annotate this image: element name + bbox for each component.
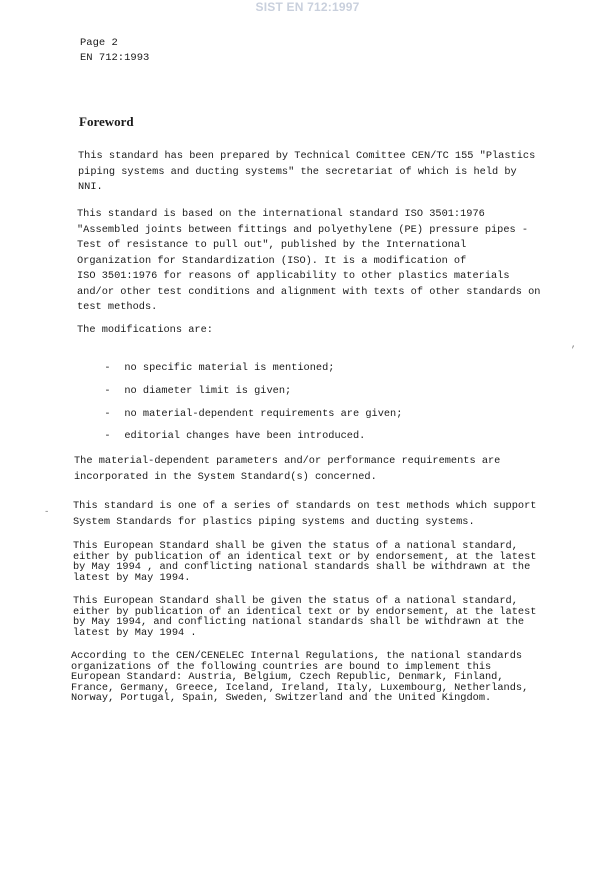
paragraph-1: This standard has been prepared by Technical Comittee CEN/TC 155 "Plastics piping systems and ducting systems" the secretariat of which is held by NNI. — [78, 150, 536, 193]
paragraph-7: This European Standard shall be given the status of a national standard, either by publication of an identical text or by endorsement, at the latest by May 1994, and conflicting national standards shall be withdrawn at the latest by May 1994 . — [73, 595, 537, 639]
list-item-text: editorial changes have been introduced. — [124, 430, 366, 442]
page-number: Page 2 — [80, 37, 118, 49]
bullet-dash: - — [104, 408, 111, 420]
scan-artifact: - — [44, 507, 50, 517]
paragraph-2: This standard is based on the international standard ISO 3501:1976 "Assembled joints between fittings and polyethylene (PE) pressure pipes - Test of resistance to pull out", published by the International Organization for Standardization (ISO). It is a modification of ISO 3501:1976 for reasons of applicability to other plastics materials and/or other test conditions and alignment with texts of other standards on test methods. — [77, 208, 541, 313]
list-item — [92, 418, 365, 442]
bullet-dash: - — [104, 385, 111, 397]
list-item-text: no material-dependent requirements are given; — [124, 408, 403, 420]
paragraph-5: This standard is one of a series of standards on test methods which support System Standards for plastics piping systems and ducting systems. — [73, 500, 537, 528]
scan-artifact: , — [571, 340, 577, 350]
watermark: SIST EN 712:1997 — [255, 0, 360, 14]
section-title: Foreword — [79, 114, 134, 129]
list-item — [92, 350, 334, 374]
paragraph-6: This European Standard shall be given the status of a national standard, either by publication of an identical text or by endorsement, at the latest by May 1994 , and conflicting national standards shall be withdrawn at the latest by May 1994. — [73, 540, 537, 584]
paragraph-3: The modifications are: — [77, 324, 213, 336]
paragraph-4: The material-dependent parameters and/or performance requirements are incorporated in the System Standard(s) concerned. — [74, 455, 501, 483]
list-item-text: no diameter limit is given; — [124, 385, 292, 397]
document-id: EN 712:1993 — [80, 52, 150, 64]
list-item — [92, 396, 402, 420]
bullet-dash: - — [104, 430, 111, 442]
list-item — [92, 373, 291, 397]
list-item-text: no specific material is mentioned; — [124, 362, 335, 374]
paragraph-8: According to the CEN/CENELEC Internal Regulations, the national standards organizations of the following countries are bound to implement this European Standard: Austria, Belgium, Czech Republic, Denmark, Finland, France, Germany, Greece, Iceland, Ireland, Italy, Luxembourg, Netherlands, Norway, Portugal, Spain, Sweden, Switzerland and the United Kingdom. — [71, 650, 529, 705]
bullet-dash: - — [104, 362, 111, 374]
